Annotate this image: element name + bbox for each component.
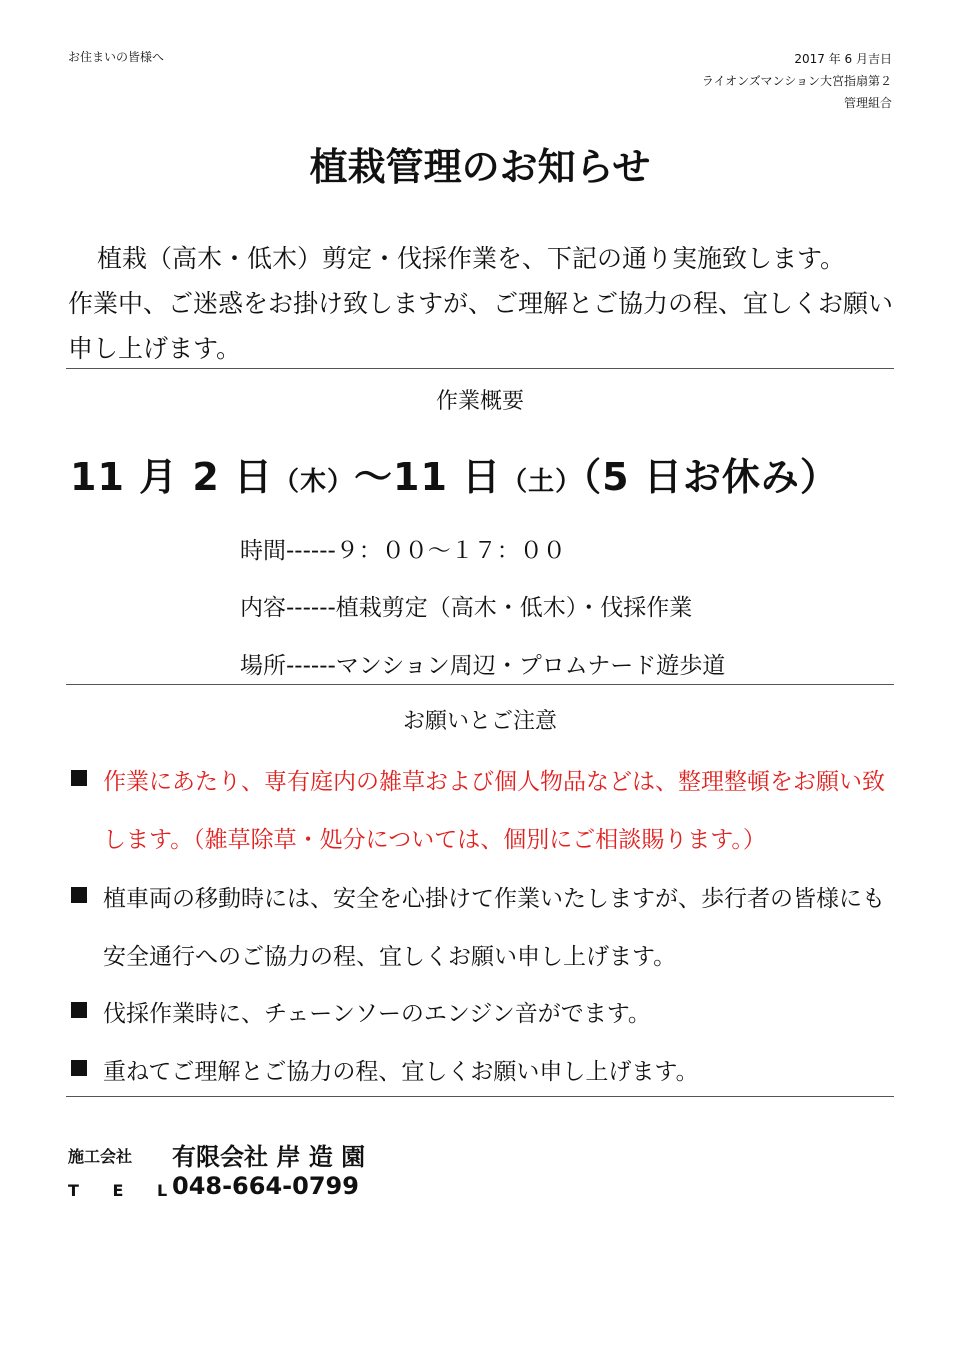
work-place: 場所------マンション周辺・プロムナード遊歩道 <box>240 653 726 679</box>
divider <box>66 368 894 369</box>
intro-line: 申し上げます。 <box>68 334 242 363</box>
bullet-square-icon <box>71 887 87 903</box>
contractor-name: 有限会社 岸 造 園 <box>172 1143 366 1171</box>
overview-heading: 作業概要 <box>435 389 524 414</box>
work-time: 時間------９：００～１７：００ <box>240 538 566 564</box>
page-title: 植栽管理のお知らせ <box>309 145 651 189</box>
days-off: （5 日お休み） <box>582 455 839 499</box>
building-name: ライオンズマンション大宮指扇第２ <box>701 74 892 88</box>
bullet-square-icon <box>71 1002 87 1018</box>
contractor-label: 施工会社 <box>68 1147 133 1166</box>
work-period <box>70 446 839 501</box>
intro-paragraph <box>68 236 898 371</box>
notice-page: お住まいの皆様へ 2017 年 6 月吉日 ライオンズマンション大宮指扇第２ 管理組合 植栽管理のお知らせ 植栽（高木・低木）剪定・伐採作業を、下記の通り実施致します。 作業中、ご迷惑をお掛け致しますが、ご理解とご協力の程、宜しくお願い 申し上げます。 作業概要 11 月 2 日（木）～11 日（土）（5 日お休み） 時間------９：００～１７：００ 内容------植栽剪定（高木・低木）・伐採作業 場所------マンション周辺・プロムナード遊歩道 お願いとご注意 作業にあたり、専有庭内の雑草および個人物品などは、整理整頓をお願い致 します。（雑草除草・処分については、個別にご相談賜ります。） 植車両の移動時には、安全を心掛けて作業いたしますが、歩行者の皆様にも 安全通行へのご協力の程、宜しくお願い申し上げます。 伐採作業時に、チェーンソーのエンジン音がでます。 重ねてご理解とご協力の程、宜しくお願い申し上げます。 施工会社 有限会社 岸 造 園 T E L 048-664-0799 <box>0 0 960 1358</box>
bullet-square-icon <box>71 1060 87 1076</box>
issue-date: 2017 年 6 月吉日 <box>794 52 892 66</box>
intro-line: 植栽（高木・低木）剪定・伐採作業を、下記の通り実施致します。 <box>97 244 846 273</box>
start-weekday: （木） <box>273 467 355 497</box>
work-content: 内容------植栽剪定（高木・低木）・伐採作業 <box>240 595 693 621</box>
end-date: ～11 日 <box>354 455 502 499</box>
association-name: 管理組合 <box>843 96 892 110</box>
addressee: お住まいの皆様へ <box>68 50 165 64</box>
sender-block <box>702 48 892 114</box>
tel-number: 048-664-0799 <box>172 1172 359 1200</box>
intro-line: 作業中、ご迷惑をお掛け致しますが、ご理解とご協力の程、宜しくお願い <box>68 289 894 318</box>
start-date: 11 月 2 日 <box>70 455 274 499</box>
divider <box>66 684 894 685</box>
notes-heading: お願いとご注意 <box>402 709 557 734</box>
end-weekday: （土） <box>501 467 583 497</box>
tel-label: T E L <box>68 1181 182 1200</box>
bullet-square-icon <box>71 770 87 786</box>
divider <box>66 1096 894 1097</box>
